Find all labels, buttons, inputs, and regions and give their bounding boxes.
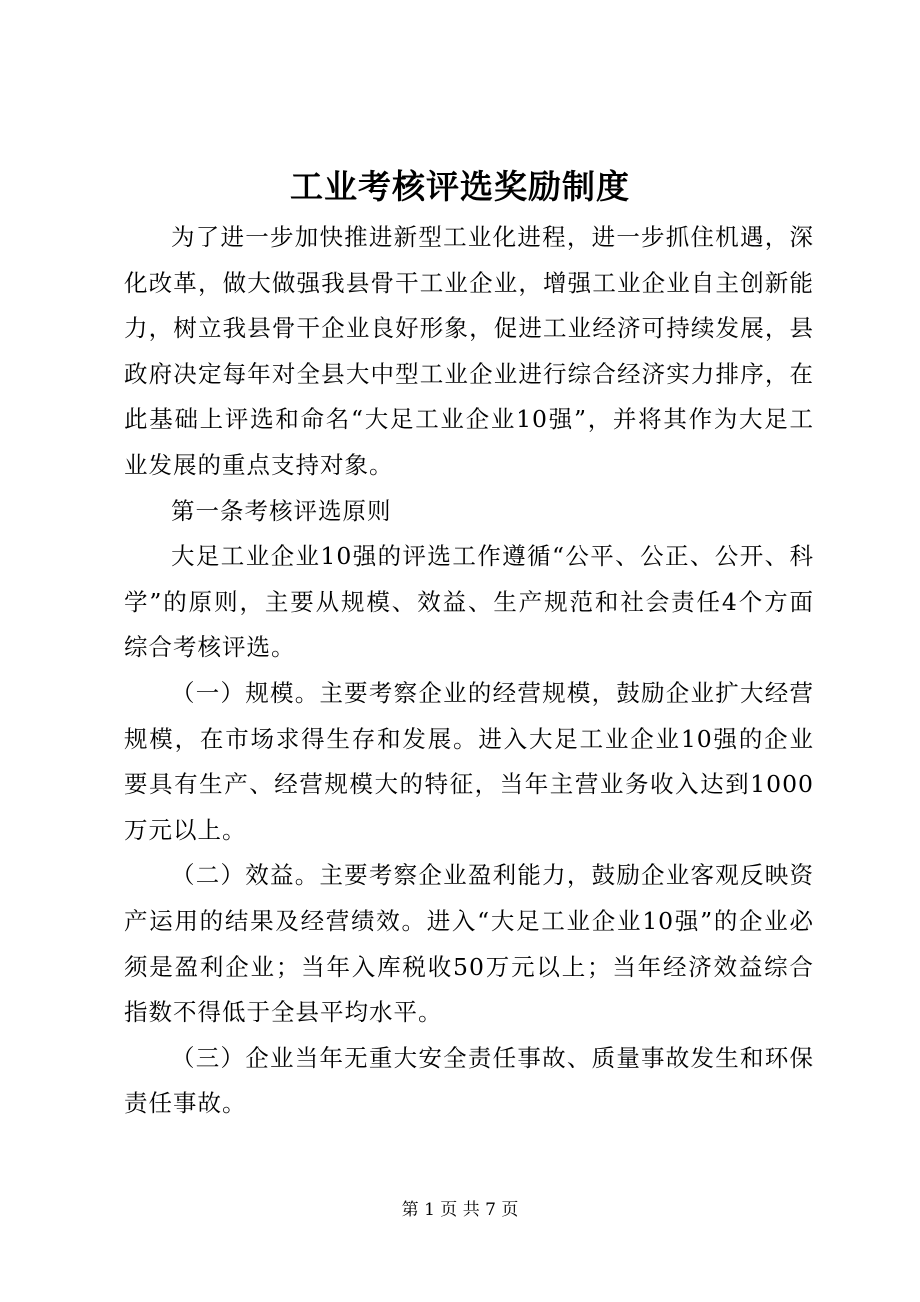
document-title: 工业考核评选奖励制度 (290, 167, 630, 206)
safety-paragraph: （三）企业当年无重大安全责任事故、质量事故发生和环保责任事故。 (124, 1043, 814, 1118)
principle-paragraph: 大足工业企业10强的评选工作遵循“公平、公正、公开、科学”的原则，主要从规模、效益、生产规范和社会责任4个方面综合考核评选。 (124, 542, 814, 662)
page-number: 第 1 页 共 7 页 (401, 1200, 519, 1220)
document-body (124, 215, 814, 1127)
article-heading: 第一条考核评选原则 (171, 496, 392, 525)
scale-paragraph: （一）规模。主要考察企业的经营规模，鼓励企业扩大经营规模，在市场求得生存和发展。进入大足工业企业10强的企业要具有生产、经营规模大的特征，当年主营业务收入达到1000万元以上。 (124, 678, 814, 844)
benefit-paragraph: （二）效益。主要考察企业盈利能力，鼓励企业客观反映资产运用的结果及经营绩效。进入“大足工业企业10强”的企业必须是盈利企业；当年入库税收50万元以上；当年经济效益综合指数不得低于全县平均水平。 (124, 861, 814, 1027)
intro-paragraph: 为了进一步加快推进新型工业化进程，进一步抓住机遇，深化改革，做大做强我县骨干工业企业，增强工业企业自主创新能力，树立我县骨干企业良好形象，促进工业经济可持续发展，县政府决定每年对全县大中型工业企业进行综合经济实力排序，在此基础上评选和命名“大足工业企业10强”，并将其作为大足工业发展的重点支持对象。 (124, 223, 814, 479)
